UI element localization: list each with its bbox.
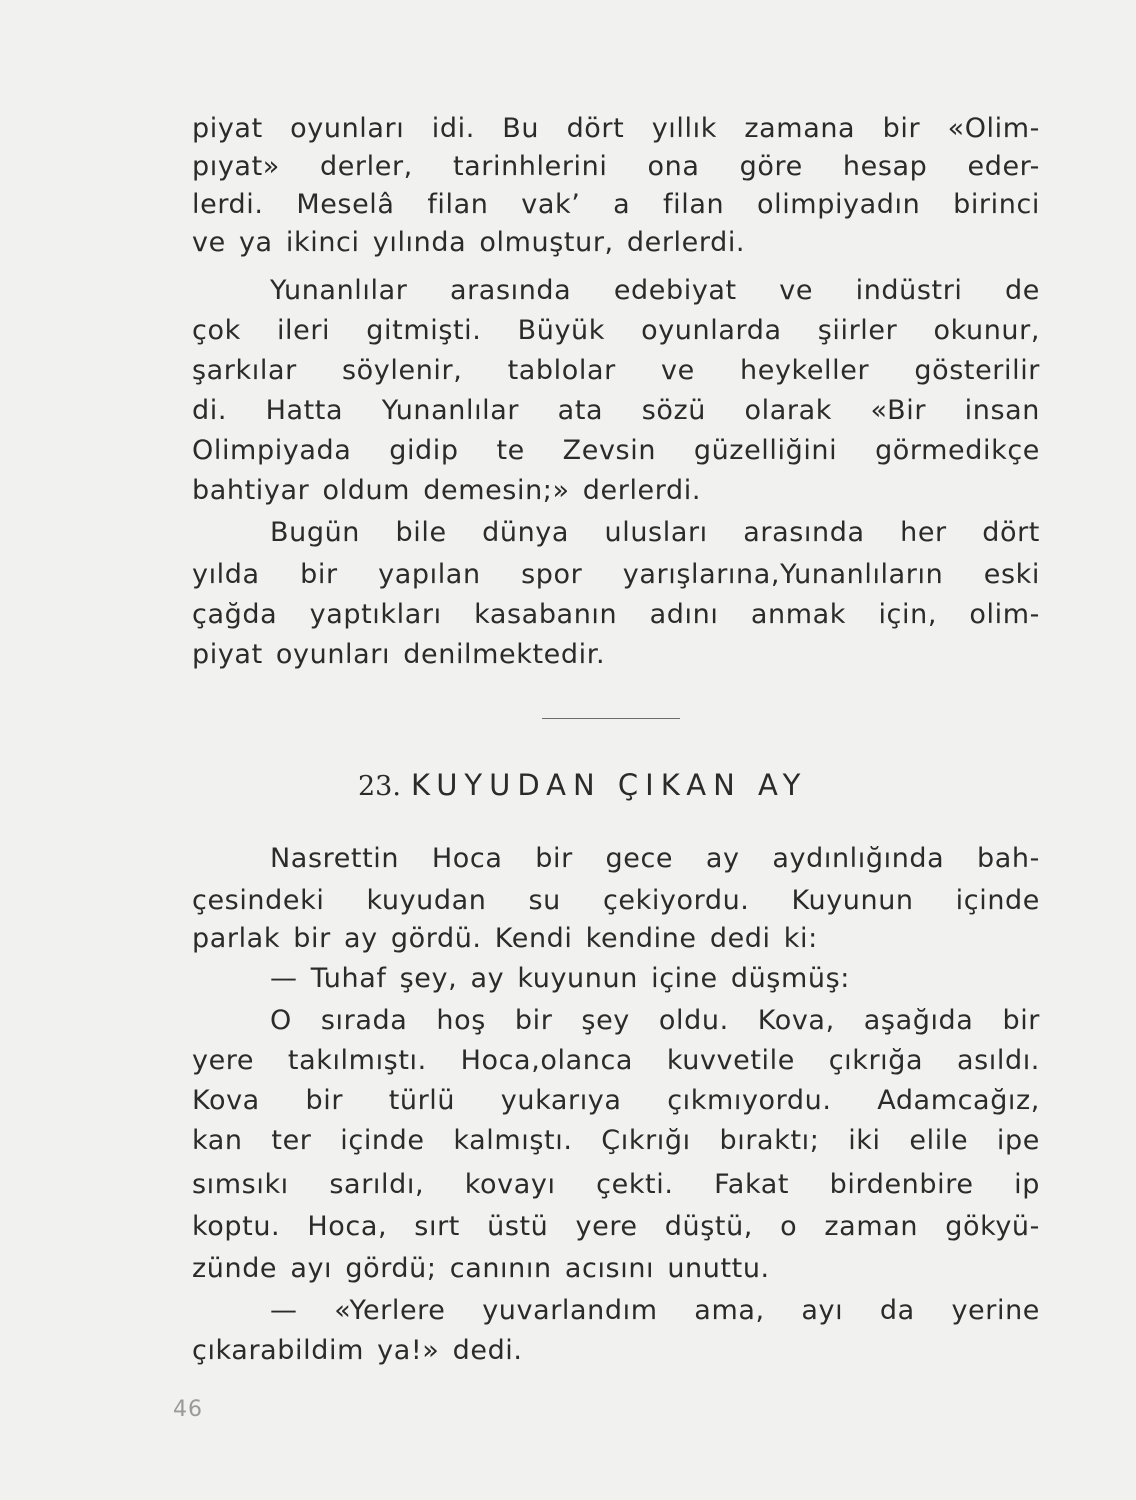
text-line: lerdi. Meselâ filan vak’ a filan olimpiyadın birinci bbox=[192, 189, 1040, 220]
text-line: Kova bir türlü yukarıya çıkmıyordu. Adamcağız, bbox=[192, 1085, 1040, 1116]
text-line: — Tuhaf şey, ay kuyunun içine düşmüş: bbox=[270, 963, 850, 994]
text-line: O sırada hoş bir şey oldu. Kova, aşağıda bir bbox=[270, 1005, 1040, 1036]
text-line: piyat oyunları idi. Bu dört yıllık zamana bir «Olim- bbox=[192, 113, 1040, 144]
text-line: Nasrettin Hoca bir gece ay aydınlığında bah- bbox=[270, 843, 1040, 874]
text-line: yere takılmıştı. Hoca,olanca kuvvetile çıkrığa asıldı. bbox=[192, 1045, 1040, 1076]
text-line: pıyat» derler, tarinhlerini ona göre hesap eder- bbox=[192, 151, 1040, 182]
text-line: — «Yerlere yuvarlandım ama, ayı da yerine bbox=[270, 1295, 1040, 1326]
text-line: çıkarabildim ya!» dedi. bbox=[192, 1335, 523, 1366]
text-line: sımsıkı sarıldı, kovayı çekti. Fakat birdenbire ip bbox=[192, 1169, 1040, 1200]
section-divider bbox=[542, 718, 680, 719]
text-line: kan ter içinde kalmıştı. Çıkrığı bıraktı; iki elile ipe bbox=[192, 1125, 1040, 1156]
text-line: Yunanlılar arasında edebiyat ve indüstri de bbox=[270, 275, 1040, 306]
story-number: 23. bbox=[358, 771, 401, 802]
text-line: çağda yaptıkları kasabanın adını anmak için, olim- bbox=[192, 599, 1040, 630]
story-heading bbox=[358, 768, 807, 802]
text-line: zünde ayı gördü; canının acısını unuttu. bbox=[192, 1253, 770, 1284]
text-line: ve ya ikinci yılında olmuştur, derlerdi. bbox=[192, 227, 746, 258]
text-line: parlak bir ay gördü. Kendi kendine dedi ki: bbox=[192, 923, 818, 954]
text-line: di. Hatta Yunanlılar ata sözü olarak «Bir insan bbox=[192, 395, 1040, 426]
text-line: çok ileri gitmişti. Büyük oyunlarda şiirler okunur, bbox=[192, 315, 1040, 346]
text-line: koptu. Hoca, sırt üstü yere düştü, o zaman gökyü- bbox=[192, 1211, 1040, 1242]
text-line: yılda bir yapılan spor yarışlarına,Yunanlıların eski bbox=[192, 559, 1040, 590]
story-title: KUYUDAN ÇIKAN AY bbox=[410, 768, 808, 802]
text-line: Olimpiyada gidip te Zevsin güzelliğini görmedikçe bbox=[192, 435, 1040, 466]
page-number: 46 bbox=[173, 1397, 203, 1422]
text-line: bahtiyar oldum demesin;» derlerdi. bbox=[192, 475, 701, 506]
text-line: piyat oyunları denilmektedir. bbox=[192, 639, 606, 670]
text-line: çesindeki kuyudan su çekiyordu. Kuyunun içinde bbox=[192, 885, 1040, 916]
text-line: Bugün bile dünya ulusları arasında her dört bbox=[270, 517, 1040, 548]
text-line: şarkılar söylenir, tablolar ve heykeller gösterilir bbox=[192, 355, 1040, 386]
